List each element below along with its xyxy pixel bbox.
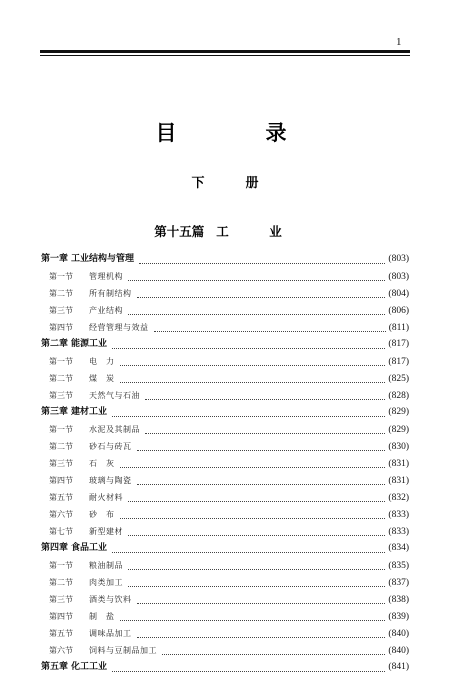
section-title: 所有制结构 [89,289,132,298]
page-reference: (833) [388,510,409,520]
section-number: 第六节 [49,510,73,519]
toc-section-row [41,489,409,506]
section-title: 耐火材料 [89,493,123,502]
section-title: 煤 炭 [89,374,115,383]
volume-title: 下 册 [191,176,273,191]
section-number: 第一节 [49,357,73,366]
page-reference: (817) [388,357,409,367]
page-reference: (803) [388,272,409,282]
page-reference: (817) [388,339,409,349]
page-reference: (840) [388,646,409,656]
page-reference: (838) [388,595,409,605]
dot-leader [137,287,386,298]
page-reference: (828) [388,391,409,401]
toc-section-row [41,268,409,285]
chapter-title: 食品工业 [71,543,108,553]
page-reference: (834) [388,543,409,553]
section-title: 饲料与豆制品加工 [89,646,157,655]
part-name: 工 业 [216,224,296,239]
toc-section-row [41,625,409,642]
toc-chapter-row [41,336,409,353]
dot-leader [137,593,386,604]
section-title: 调味品加工 [89,629,132,638]
toc-section-row [41,421,409,438]
part-label: 第十五篇 [154,224,205,239]
chapter-title: 建材工业 [71,407,108,417]
toc-section-row [41,472,409,489]
chapter-number: 第二章 [41,339,69,349]
page-title: 目 录 [155,120,321,145]
page-reference: (832) [388,493,409,503]
section-number: 第四节 [49,612,73,621]
dot-leader [120,610,386,621]
dot-leader [112,338,385,349]
section-title: 砂石与砖瓦 [89,442,132,451]
section-title: 新型建材 [89,527,123,536]
section-number: 第二节 [49,289,73,298]
toc-chapter-row [41,659,409,676]
page-reference: (835) [388,561,409,571]
toc-section-row [41,608,409,625]
section-title: 天然气与石油 [89,391,140,400]
section-number: 第四节 [49,323,73,332]
section-number: 第三节 [49,306,73,315]
dot-leader [137,440,386,451]
page-number: 1 [396,36,402,48]
dot-leader [120,355,386,366]
dot-leader [128,525,385,536]
section-title: 肉类加工 [89,578,123,587]
dot-leader [112,542,385,553]
toc-section-row [41,353,409,370]
section-number: 第一节 [49,272,73,281]
section-number: 第五节 [49,493,73,502]
page-reference: (803) [388,254,409,264]
section-number: 第四节 [49,476,73,485]
toc-section-row [41,370,409,387]
toc-section-row [41,319,409,336]
toc-section-row [41,642,409,659]
toc-section-row [41,302,409,319]
section-title: 电 力 [89,357,115,366]
dot-leader [154,321,386,332]
section-title: 粮油制品 [89,561,123,570]
section-title: 水泥及其制品 [89,425,140,434]
section-title: 石 灰 [89,459,115,468]
toc-section-row [41,387,409,404]
dot-leader [128,270,385,281]
dot-leader [112,406,385,417]
page-reference: (841) [388,662,409,672]
header-rule-thin [40,55,410,56]
section-title: 产业结构 [89,306,123,315]
dot-leader [128,491,385,502]
toc-chapter-row [41,540,409,557]
chapter-title: 化工工业 [71,662,108,672]
dot-leader [128,304,385,315]
section-number: 第二节 [49,374,73,383]
chapter-title: 能源工业 [71,339,108,349]
dot-leader [137,474,386,485]
toc-section-row [41,574,409,591]
chapter-number: 第三章 [41,407,69,417]
part-title [0,222,450,240]
toc-section-row [41,591,409,608]
toc-section-row [41,523,409,540]
page-reference: (833) [388,527,409,537]
chapter-number: 第四章 [41,543,69,553]
section-title: 管理机构 [89,272,123,281]
page-reference: (829) [388,407,409,417]
page-reference: (829) [388,425,409,435]
chapter-number: 第一章 [41,254,69,264]
toc-section-row [41,557,409,574]
section-title: 砂 布 [89,510,115,519]
page-reference: (804) [388,289,409,299]
section-number: 第二节 [49,442,73,451]
section-number: 第六节 [49,646,73,655]
dot-leader [128,559,385,570]
section-number: 第一节 [49,425,73,434]
section-title: 酒类与饮料 [89,595,132,604]
dot-leader [145,389,385,400]
page-reference: (806) [388,306,409,316]
page-reference: (811) [388,323,409,333]
dot-leader [128,576,385,587]
dot-leader [162,644,385,655]
dot-leader [145,423,385,434]
toc-chapter-row [41,251,409,268]
toc-section-row [41,438,409,455]
toc-chapter-row [41,404,409,421]
table-of-contents [41,251,409,676]
dot-leader [120,508,386,519]
header-rule-thick [40,50,410,53]
section-title: 制 盐 [89,612,115,621]
page-reference: (830) [388,442,409,452]
page-reference: (831) [388,459,409,469]
toc-section-row [41,506,409,523]
dot-leader [112,661,385,672]
dot-leader [139,253,385,264]
page-reference: (825) [388,374,409,384]
section-title: 玻璃与陶瓷 [89,476,132,485]
chapter-title: 工业结构与管理 [71,254,135,264]
dot-leader [120,457,386,468]
toc-section-row [41,285,409,302]
page-reference: (831) [388,476,409,486]
section-number: 第三节 [49,391,73,400]
section-number: 第七节 [49,527,73,536]
section-number: 第一节 [49,561,73,570]
dot-leader [120,372,386,383]
toc-section-row [41,455,409,472]
page-reference: (837) [388,578,409,588]
page-reference: (840) [388,629,409,639]
section-title: 经营管理与效益 [89,323,149,332]
section-number: 第三节 [49,595,73,604]
section-number: 第三节 [49,459,73,468]
page-reference: (839) [388,612,409,622]
chapter-number: 第五章 [41,662,69,672]
section-number: 第二节 [49,578,73,587]
section-number: 第五节 [49,629,73,638]
dot-leader [137,627,386,638]
